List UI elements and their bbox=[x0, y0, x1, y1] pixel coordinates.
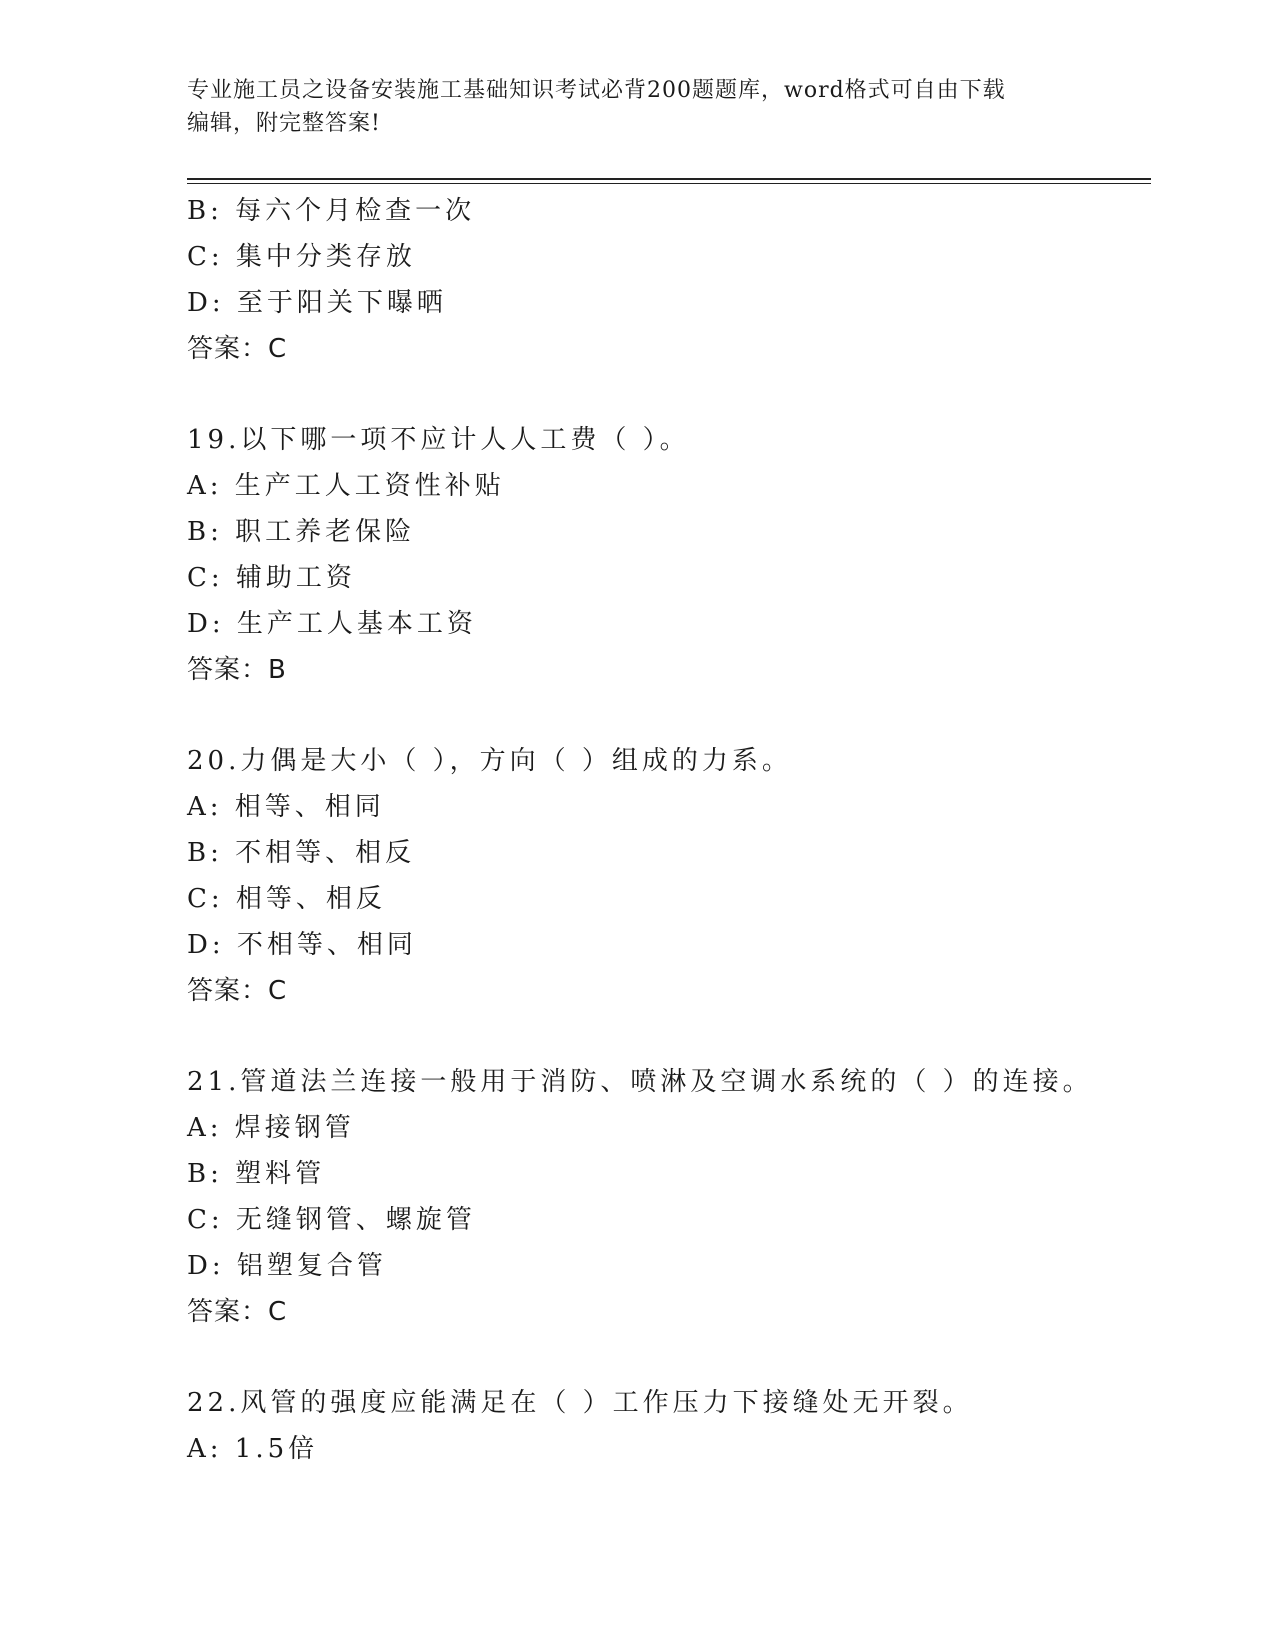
option-a: A: 1.5倍 bbox=[187, 1434, 319, 1464]
option-d: D: 不相等、相同 bbox=[187, 930, 417, 960]
question-21 bbox=[187, 1059, 1147, 1335]
question-19 bbox=[187, 417, 1147, 693]
spacer bbox=[187, 693, 1147, 738]
question-list bbox=[187, 188, 1147, 1472]
answer-line: 答案：C bbox=[187, 1297, 288, 1327]
option-b: B: 职工养老保险 bbox=[187, 517, 416, 547]
header-title-line-2: 编辑，附完整答案! bbox=[187, 111, 381, 136]
answer-line: 答案：C bbox=[187, 334, 288, 364]
header-divider-thin bbox=[187, 183, 1151, 184]
option-c: C: 相等、相反 bbox=[187, 884, 386, 914]
option-a: A: 生产工人工资性补贴 bbox=[187, 471, 505, 501]
spacer bbox=[187, 1335, 1147, 1380]
option-c: C: 无缝钢管、螺旋管 bbox=[187, 1205, 476, 1235]
option-c: C: 辅助工资 bbox=[187, 563, 356, 593]
option-a: A: 相等、相同 bbox=[187, 792, 385, 822]
question-stem: 21.管道法兰连接一般用于消防、喷淋及空调水系统的（ ）的连接。 bbox=[187, 1067, 1093, 1097]
option-d: D: 生产工人基本工资 bbox=[187, 609, 477, 639]
answer-line: 答案：B bbox=[187, 655, 287, 685]
option-b: B: 每六个月检查一次 bbox=[187, 196, 476, 226]
option-d: D: 铝塑复合管 bbox=[187, 1251, 387, 1281]
header-title-line-1: 专业施工员之设备安装施工基础知识考试必背200题题库，word格式可自由下载 bbox=[187, 78, 1006, 103]
header-divider-thick bbox=[187, 178, 1151, 180]
spacer bbox=[187, 372, 1147, 417]
option-b: B: 塑料管 bbox=[187, 1159, 326, 1189]
option-d: D: 至于阳关下曝晒 bbox=[187, 288, 447, 318]
question-stem: 22.风管的强度应能满足在（ ）工作压力下接缝处无开裂。 bbox=[187, 1388, 973, 1418]
option-c: C: 集中分类存放 bbox=[187, 242, 416, 272]
option-a: A: 焊接钢管 bbox=[187, 1113, 355, 1143]
document-header bbox=[187, 74, 1087, 140]
answer-line: 答案：C bbox=[187, 976, 288, 1006]
question-22 bbox=[187, 1380, 1147, 1472]
question-20 bbox=[187, 738, 1147, 1014]
option-b: B: 不相等、相反 bbox=[187, 838, 416, 868]
question-stem: 19.以下哪一项不应计人人工费（ ）。 bbox=[187, 425, 690, 455]
question-stem: 20.力偶是大小（ ），方向（ ）组成的力系。 bbox=[187, 746, 792, 776]
spacer bbox=[187, 1014, 1147, 1059]
question-18-continued bbox=[187, 188, 1147, 372]
